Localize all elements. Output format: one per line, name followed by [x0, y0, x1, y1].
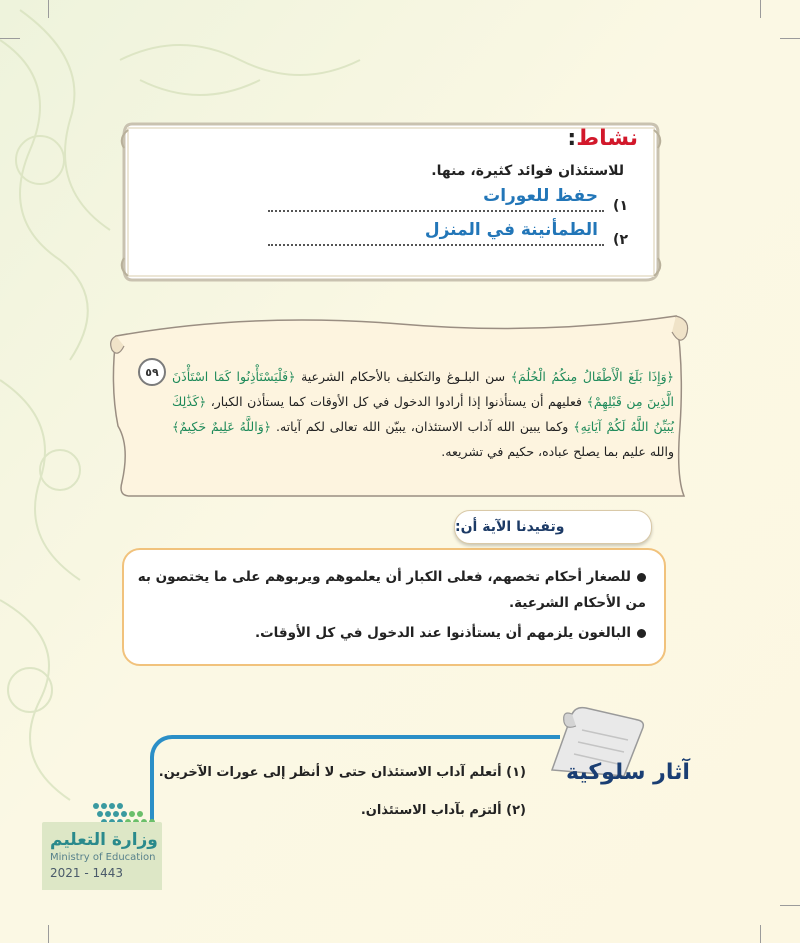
ministry-year: 2021 - 1443 — [50, 866, 124, 880]
quran-phrase: ﴿كَذَٰلِكَ يُبَيِّنُ اللَّهُ لَكُمْ آيَاتِهِ﴾ — [172, 394, 674, 434]
effects-title: آثار سلوكية — [566, 760, 690, 785]
answer-number: ٢) — [613, 232, 628, 248]
benefits-box — [122, 548, 666, 666]
tafsir-scroll — [100, 306, 692, 502]
crop-mark — [760, 925, 761, 943]
effect-item: (٢) ألتزم بآداب الاستئذان. — [360, 803, 526, 818]
activity-title — [567, 126, 638, 151]
tafsir-phrase: وكما يبين الله آداب الاستئذان، يبيّن الله تعالى لكم آياته. — [271, 419, 574, 434]
answer-text: الطمأنينة في المنزل — [424, 220, 598, 240]
activity-title-text: نشاط — [576, 126, 638, 151]
activity-title-colon: : — [567, 126, 577, 151]
answer-line-1 — [268, 188, 628, 218]
benefit-item — [136, 564, 646, 616]
bullet-icon — [637, 573, 646, 582]
quran-phrase: ﴿فَلْيَسْتَأْذِنُوا كَمَا اسْتَأْذَنَ الَّذِينَ مِن قَبْلِهِمْ﴾ — [172, 369, 674, 409]
ayah-number-badge: ٥٩ — [138, 358, 166, 386]
tafsir-phrase: والله عليم بما يصلح عباده، حكيم في تشريعه. — [441, 444, 674, 459]
quran-phrase: ﴿وَإِذَا بَلَغَ الْأَطْفَالُ مِنكُمُ الْحُلُمَ﴾ — [510, 369, 675, 384]
benefit-text: البالغون يلزمهم أن يستأذنوا عند الدخول في كل الأوقات. — [254, 625, 631, 641]
answer-text: حفظ للعورات — [483, 186, 598, 206]
answer-dotted-line — [268, 210, 604, 212]
crop-mark — [780, 905, 800, 906]
crop-mark — [48, 925, 49, 943]
effects-box — [150, 735, 560, 845]
crop-mark — [760, 0, 761, 18]
answer-number: ١) — [613, 198, 628, 214]
crop-mark — [780, 38, 800, 39]
benefit-text: للصغار أحكام تخصهم، فعلى الكبار أن يعلموهم ويربوهم على ما يختصون به من الأحكام الشرعية. — [137, 569, 646, 611]
crop-mark — [48, 0, 49, 18]
quran-phrase: ﴿وَاللَّهُ عَلِيمٌ حَكِيمٌ﴾ — [172, 419, 272, 434]
bullet-icon — [637, 629, 646, 638]
crop-mark — [0, 38, 20, 39]
tafsir-text — [172, 364, 674, 464]
activity-card — [118, 118, 664, 286]
ministry-name-en: Ministry of Education — [50, 852, 156, 863]
benefits-title: وتفيدنا الآية أن: — [454, 510, 652, 544]
ministry-logo — [30, 800, 160, 890]
answer-dotted-line — [268, 244, 604, 246]
tafsir-phrase: فعليهم أن يستأذنوا إذا أرادوا الدخول في كل الأوقات كما يستأذن الكبار، — [206, 394, 587, 409]
answer-line-2 — [268, 222, 628, 252]
effect-item: (١) أتعلم آداب الاستئذان حتى لا أنظر إلى عورات الآخرين. — [158, 765, 526, 780]
benefit-item — [136, 620, 646, 646]
ministry-name-ar: وزارة التعليم — [50, 830, 158, 850]
activity-intro: للاستئذان فوائد كثيرة، منها. — [431, 163, 624, 179]
tafsir-phrase: سن البلـوغ والتكليف بالأحكام الشرعية — [295, 369, 511, 384]
